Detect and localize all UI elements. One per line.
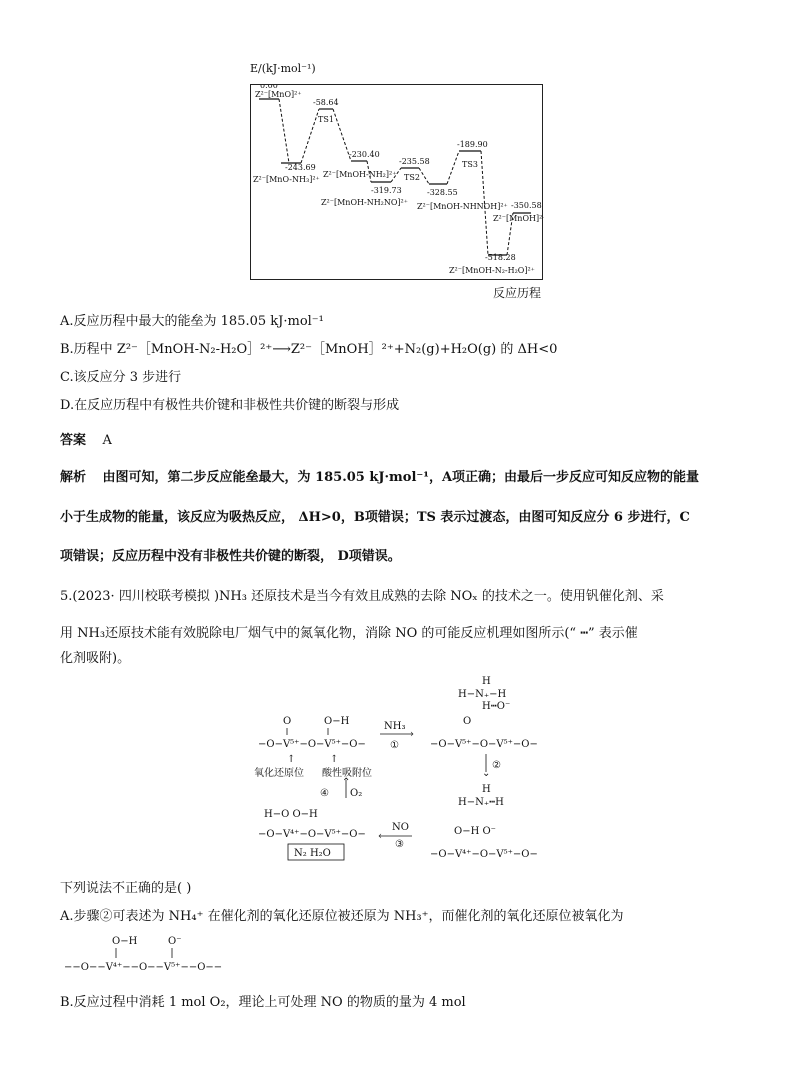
- q5-stem-line-1: 5.(2023· 四川校联考模拟 )NH₃ 还原技术是当今有效且成熟的去除 NOₓ 的技术之一。使用钒催化剂、采: [60, 589, 664, 604]
- level-int4-value: -328.55: [427, 188, 458, 197]
- mechanism-diagram: [250, 672, 550, 867]
- reaction-coordinate-label: 反应历程: [493, 286, 542, 300]
- svg-text:O⁻: O⁻: [168, 936, 182, 947]
- q4-option-a: A.反应历程中最大的能垒为 185.05 kJ·mol⁻¹: [60, 314, 324, 329]
- svg-text:H: H: [482, 784, 491, 795]
- level-int5-value: -518.28: [485, 253, 516, 262]
- svg-text:‹: ‹: [378, 831, 382, 842]
- svg-text:↑: ↑: [330, 754, 339, 765]
- q5-option-a-structure: [62, 930, 242, 980]
- energy-axis-label: E/(kJ·mol⁻¹): [250, 62, 316, 75]
- answer-value: A: [102, 433, 112, 448]
- svg-text:H−O O−H: H−O O−H: [264, 809, 318, 820]
- site-redox-label: 氧化还原位: [254, 768, 304, 779]
- step2-number: ②: [492, 760, 501, 771]
- level-ts2-label: TS2: [404, 173, 420, 182]
- q5-stem-line-2: 用 NH₃还原技术能有效脱除电厂烟气中的氮氧化物，消除 NO 的可能反应机理如图所示(“ ┅” 表示催: [60, 626, 638, 641]
- level-int1-label: Z²⁻[MnO-NH₃]²⁺: [253, 175, 320, 184]
- q4-option-b: B.历程中 Z²⁻［MnOH-N₂-H₂O］²⁺⟶Z²⁻［MnOH］²⁺+N₂(g)+H₂O(g) 的 ΔH<0: [60, 342, 558, 357]
- level-int4-label: Z²⁻[MnOH-NHNOH]²⁺: [417, 202, 508, 211]
- level-int5-label: Z²⁻[MnOH-N₂-H₂O]²⁺: [449, 266, 535, 275]
- q5-question: 下列说法不正确的是( ): [60, 881, 192, 896]
- svg-text:−O−V⁴⁺−O−V⁵⁺−O−: −O−V⁴⁺−O−V⁵⁺−O−: [430, 849, 538, 860]
- level-start-value: 0.00: [260, 85, 278, 90]
- q5-stem-line-3: 化剂吸附)。: [60, 651, 131, 666]
- svg-text:O−H: O−H: [324, 716, 350, 727]
- q4-option-c: C.该反应分 3 步进行: [60, 370, 182, 385]
- level-int1-value: -243.69: [285, 163, 316, 172]
- q4-analysis-line-1: [60, 466, 699, 485]
- analysis-text-1: 由图可知，第二步反应能垒最大，为 185.05 kJ·mol⁻¹，A项正确；由最后一步反应可知反应物的能量: [102, 470, 700, 485]
- level-ts3-value: -189.90: [457, 140, 488, 149]
- level-int2-label: Z²⁻[MnOH-NH₂]²⁺: [323, 170, 397, 179]
- q4-analysis-line-3: 项错误；反应历程中没有非极性共价键的断裂， D项错误。: [60, 549, 401, 564]
- step1-reagent: NH₃: [384, 721, 406, 732]
- step3-reagent: NO: [392, 822, 409, 833]
- svg-text:O: O: [463, 716, 472, 727]
- answer-label: 答案: [60, 433, 87, 448]
- step4-reagent: O₂: [350, 788, 363, 799]
- q4-option-d: D.在反应历程中有极性共价键和非极性共价键的断裂与形成: [60, 398, 400, 413]
- q4-analysis-line-2: 小于生成物的能量，该反应为吸热反应， ΔH>0，B项错误；TS 表示过渡态，由图可知反应分 6 步进行，C: [60, 510, 690, 525]
- energy-profile-diagram: [250, 84, 543, 280]
- svg-text:−O−V⁵⁺−O−V⁵⁺−O−: −O−V⁵⁺−O−V⁵⁺−O−: [258, 739, 366, 750]
- level-ts3-label: TS3: [462, 160, 478, 169]
- level-int3-value: -319.73: [371, 186, 402, 195]
- svg-text:O: O: [283, 716, 292, 727]
- svg-text:−O−V⁵⁺−O−V⁵⁺−O−: −O−V⁵⁺−O−V⁵⁺−O−: [430, 739, 538, 750]
- svg-text:O−H: O−H: [112, 936, 138, 947]
- level-start-label: Z²⁻[MnO]²⁺: [255, 90, 302, 99]
- q4-answer: [60, 429, 112, 448]
- products-label: N₂ H₂O: [294, 848, 331, 859]
- svg-text:H−N₊┅H: H−N₊┅H: [458, 797, 504, 808]
- step3-number: ③: [395, 839, 404, 850]
- svg-text:⌄: ⌄: [482, 768, 491, 779]
- svg-text:H−N₊−H: H−N₊−H: [458, 689, 507, 700]
- level-int2-value: -230.40: [349, 150, 380, 159]
- svg-text:↑: ↑: [287, 754, 296, 765]
- level-end-label: Z²⁻[MnOH]²⁺: [493, 214, 544, 223]
- q5-option-b: B.反应过程中消耗 1 mol O₂，理论上可处理 NO 的物质的量为 4 mol: [60, 995, 466, 1010]
- svg-text:H┅O⁻: H┅O⁻: [482, 701, 511, 712]
- step4-number: ④: [320, 788, 329, 799]
- level-ts1-value: -58.64: [313, 98, 339, 107]
- svg-text:O−H O⁻: O−H O⁻: [454, 826, 496, 837]
- energy-profile-svg: [251, 85, 544, 281]
- svg-text:H: H: [482, 676, 491, 687]
- analysis-label: 解析: [60, 470, 87, 485]
- level-ts1-label: TS1: [318, 115, 334, 124]
- svg-text:›: ›: [410, 729, 414, 740]
- level-end-value: -350.58: [511, 201, 542, 210]
- level-ts2-value: -235.58: [399, 157, 430, 166]
- svg-text:−−O−−V⁴⁺−−O−−V⁵⁺−−O−−: −−O−−V⁴⁺−−O−−V⁵⁺−−O−−: [64, 962, 223, 973]
- site-acid-label: 酸性吸附位: [322, 768, 372, 779]
- step1-number: ①: [390, 740, 399, 751]
- svg-text:⌃: ⌃: [342, 777, 351, 788]
- q5-option-a: A.步骤②可表述为 NH₄⁺ 在催化剂的氧化还原位被还原为 NH₃⁺，而催化剂的氧化还原位被氧化为: [60, 909, 624, 924]
- svg-text:−O−V⁴⁺−O−V⁵⁺−O−: −O−V⁴⁺−O−V⁵⁺−O−: [258, 829, 366, 840]
- level-int3-label: Z²⁻[MnOH-NH₂NO]²⁺: [321, 198, 408, 207]
